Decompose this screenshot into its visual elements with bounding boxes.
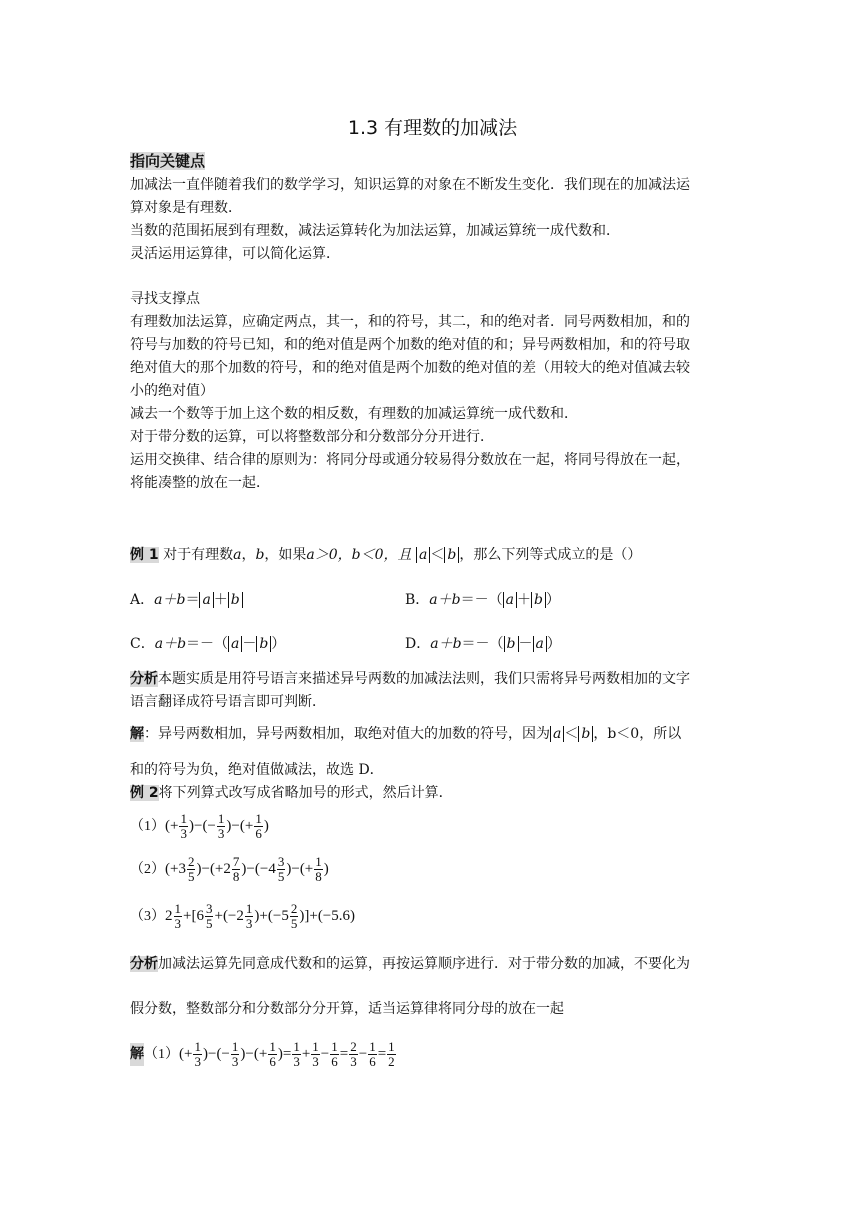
abs-a: a <box>416 547 430 563</box>
analysis-2-line-2: 假分数，整数部分和分数部分分开算，适当运算律将同分母的放在一起 <box>130 1001 564 1017</box>
section-heading-key-points: 指向关键点 <box>130 152 206 170</box>
analysis-2-line-1: 分析加减法运算先同意成代数和的运算，再按运算顺序进行．对于带分数的加减，不要化为 <box>130 956 690 972</box>
section-key-points <box>130 150 735 266</box>
analysis-1-label: 分析 <box>130 671 158 687</box>
paragraph-line: 算对象是有理数． <box>130 200 242 216</box>
option-a: A．a＋b＝ a ＋ b <box>130 592 243 608</box>
example-2-label: 例 2 <box>130 785 159 801</box>
analysis-1: 分析本题实质是用符号语言来描述异号两数的加减法法则，我们只需将异号两数相加的文字 语言翻译成符号语言即可判断． <box>130 671 690 710</box>
analysis-2-label: 分析 <box>130 956 158 972</box>
section-heading-support-points: 寻找支撑点 <box>130 291 200 307</box>
paragraph-line: 当数的范围拓展到有理数，减法运算转化为加法运算，加减运算统一成代数和． <box>130 223 620 239</box>
paragraph-line: 小的绝对值） <box>130 383 214 399</box>
paragraph-line: 加减法一直伴随着我们的数学学习，知识运算的对象在不断发生变化．我们现在的加减法运 <box>130 177 690 193</box>
option-c: C．a＋b＝－（ a － b ） <box>130 636 286 652</box>
solution-2-line-1: 解 （1） (+ $\frac{1}{3}$ ) − (− $\frac{1}{3}$ ) − (+ $\frac{1}{6}$ ) = $\frac{1}{3}$ + $\frac{1}{3}$ − $\frac{1}{6}$ = $\frac{2}{3}$ − $\frac{1}{6}$ = $\frac{1}{2}$ <box>130 1039 395 1069</box>
expression-1: （1） (+ $\frac{1}{3}$ ) − (− $\frac{1}{3}$ ) − (+ $\frac{1}{6}$ ) <box>130 811 269 841</box>
example-1-stem: 例 1 对于有理数a，b，如果a＞0，b＜0，且 a ＜ b ，那么下列等式成立的是（） <box>130 547 642 563</box>
section-support-points <box>130 288 735 495</box>
paragraph-line: 运用交换律、结合律的原则为：将同分母或通分较易得分数放在一起，将同号得放在一起， <box>130 452 690 468</box>
paragraph-line: 灵活运用运算律，可以简化运算． <box>130 246 340 262</box>
expression-3: （3） 2 $\frac{1}{3}$ +[6 $\frac{3}{5}$ + (−2 $\frac{1}{3}$ ) + (−5 $\frac{2}{5}$ )] + (−5.6) <box>130 901 356 931</box>
paragraph-line: 将能凑整的放在一起． <box>130 475 270 491</box>
paragraph-line: 绝对值大的那个加数的符号，和的绝对值是两个加数的绝对值的差（用较大的绝对值减去较 <box>130 360 690 376</box>
abs-b: b <box>444 547 459 563</box>
options-row-2 <box>130 633 735 656</box>
option-d: D．a＋b＝－（ b － a ） <box>405 636 561 652</box>
options-row-1 <box>130 589 735 612</box>
paragraph-line: 减去一个数等于加上这个数的相反数，有理数的加减运算统一成代数和． <box>130 406 578 422</box>
example-1-label: 例 1 <box>130 547 159 563</box>
solution-1-line-2: 和的符号为负，绝对值做减法，故选 D． <box>130 762 384 778</box>
paragraph-line: 有理数加法运算，应确定两点，其一，和的符号，其二，和的绝对者．同号两数相加，和的 <box>130 314 690 330</box>
example-2-stem: 例 2将下列算式改写成省略加号的形式，然后计算． <box>130 785 453 801</box>
solution-2-label: 解 <box>130 1043 144 1066</box>
option-b: B．a＋b＝－（ a ＋ b ） <box>405 592 560 608</box>
solution-1-label: 解 <box>130 726 144 742</box>
expression-2: （2） (+3 $\frac{2}{5}$ ) − (+2 $\frac{7}{8}$ ) − (−4 $\frac{3}{5}$ ) − (+ $\frac{1}{8}$ ) <box>130 854 329 884</box>
page-title: 1.3 有理数的加减法 <box>347 117 518 139</box>
solution-1-line-1: 解：异号两数相加，异号两数相加，取绝对值大的加数的符号，因为 a ＜ b ，b＜0，所以 <box>130 726 682 742</box>
paragraph-line: 对于带分数的运算，可以将整数部分和分数部分分开进行． <box>130 429 494 445</box>
paragraph-line: 符号与加数的符号已知，和的绝对值是两个加数的绝对值的和；异号两数相加，和的符号取 <box>130 337 690 353</box>
